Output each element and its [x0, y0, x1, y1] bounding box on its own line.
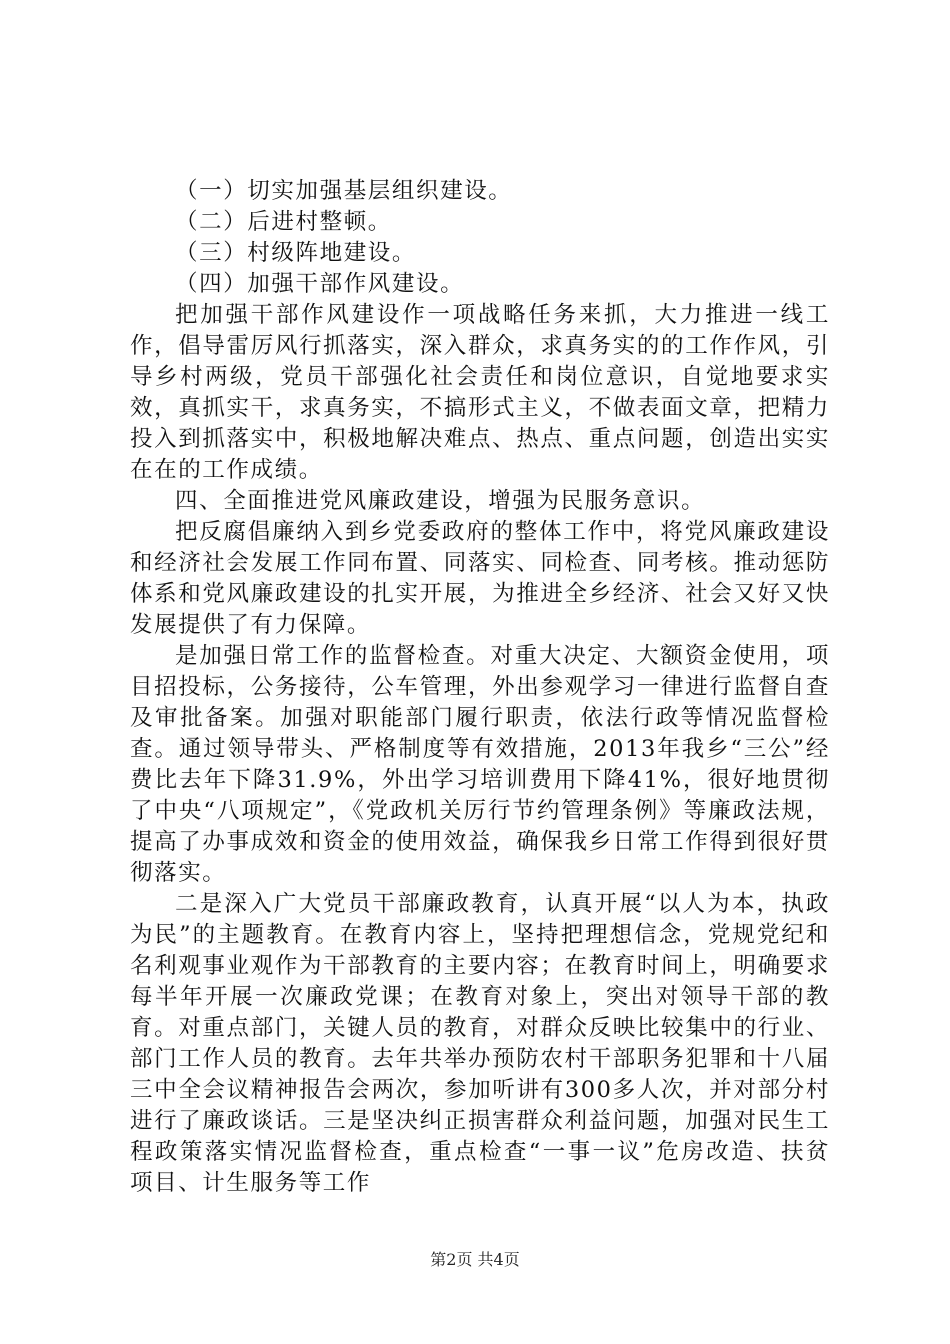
- page-number-footer: 第2页 共4页: [430, 1250, 520, 1269]
- paragraph-work-style: 把加强干部作风建设作一项战略任务来抓，大力推进一线工作，倡导雷厉风行抓落实，深入群众，求真务实的的工作作风，引导乡村两级，党员干部强化社会责任和岗位意识，自觉地要求实效，真抓实干，求真务实，不搞形式主义，不做表面文章，把精力投入到抓落实中，积极地解决难点、热点、重点问题，创造出实实在在的工作成绩。: [130, 302, 830, 483]
- paragraph-education: 二是深入广大党员干部廉政教育，认真开展“以人为本，执政为民”的主题教育。在教育内容上，坚持把理想信念，党规党纪和名利观事业观作为干部教育的主要内容；在教育时间上，明确要求每半年开展一次廉政党课；在教育对象上，突出对领导干部的教育。对重点部门，关键人员的教育，对群众反映比较集中的行业、部门工作人员的教育。去年共举办预防农村干部职务犯罪和十八届三中全会议精神报告会两次，参加听讲有300多人次，并对部分村进行了廉政谈话。三是坚决纠正损害群众利益问题，加强对民生工程政策落实情况监督检查，重点检查“一事一议”危房改造、扶贫项目、计生服务等工作: [130, 891, 830, 1196]
- paragraph-heading-3: （三）村级阵地建设。: [175, 240, 417, 266]
- paragraph-anti-corruption: 把反腐倡廉纳入到乡党委政府的整体工作中，将党风廉政建设和经济社会发展工作同布置、同落实、同检查、同考核。推动惩防体系和党风廉政建设的扎实开展，为推进全乡经济、社会又好又快发展提供了有力保障。: [130, 519, 830, 638]
- paragraph-section-four-title: 四、全面推进党风廉政建设，增强为民服务意识。: [175, 488, 706, 514]
- paragraph-heading-2: （二）后进村整顿。: [175, 209, 392, 235]
- document-body: [130, 176, 830, 1199]
- paragraph-heading-4: （四）加强干部作风建设。: [175, 271, 465, 297]
- paragraph-supervision: 是加强日常工作的监督检查。对重大决定、大额资金使用，项目招投标，公务接待，公车管理，外出参观学习一律进行监督自查及审批备案。加强对职能部门履行职责，依法行政等情况监督检查。通过领导带头、严格制度等有效措施，2013年我乡“三公”经费比去年下降31.9%，外出学习培训费用下降41%，很好地贯彻了中央“八项规定”，《党政机关厉行节约管理条例》等廉政法规，提高了办事成效和资金的使用效益，确保我乡日常工作得到很好贯彻落实。: [130, 643, 830, 886]
- paragraph-heading-1: （一）切实加强基层组织建设。: [175, 178, 513, 204]
